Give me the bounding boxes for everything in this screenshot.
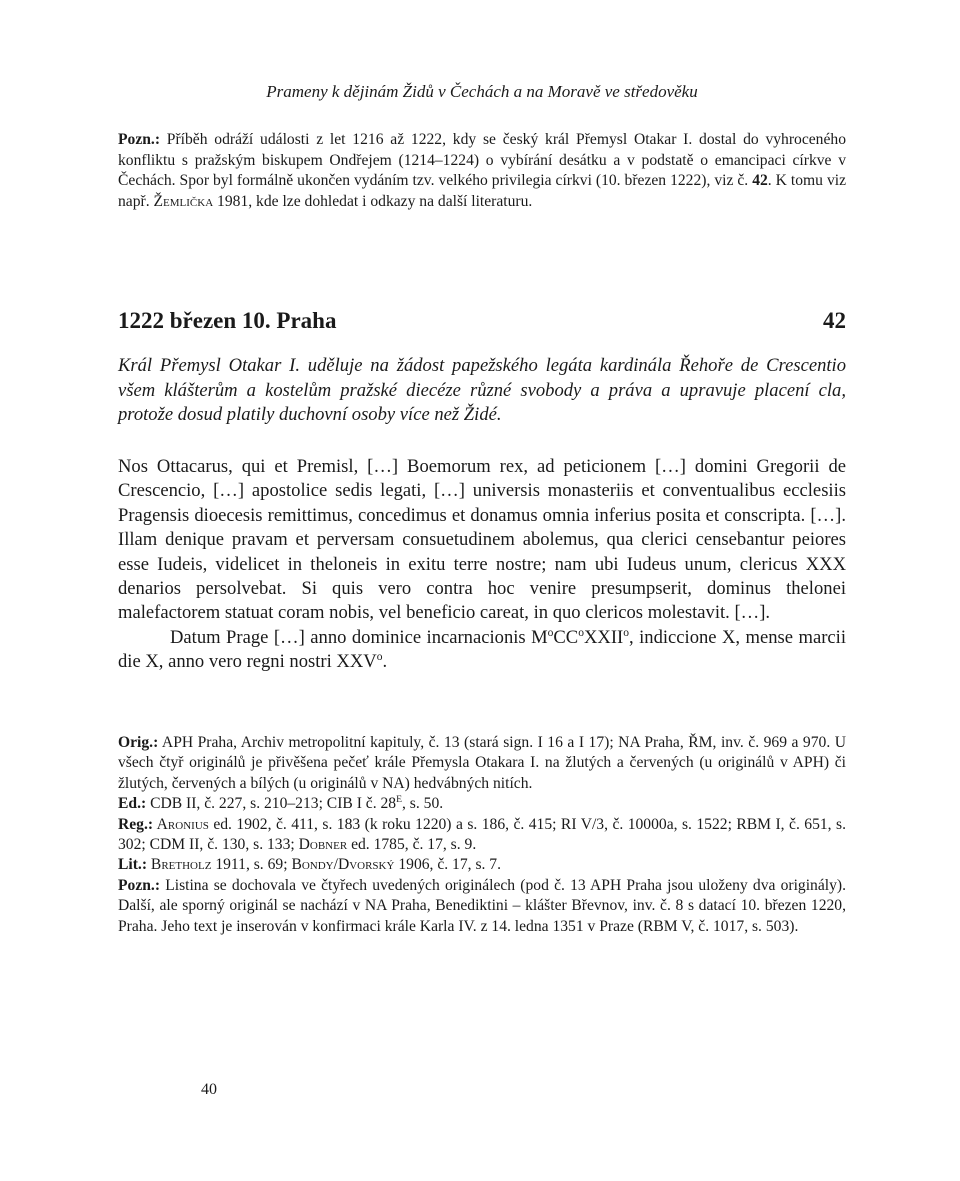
apparatus-ed [118,794,846,814]
dating-text: Datum Prage […] anno dominice incarnacionis M [170,626,548,648]
apparatus-reg-text: ed. 1902, č. 411, s. 183 (k roku 1220) a s. 186, č. 415; RI V/3, č. 10000a, s. 1522; RBM I, č. 651, s. 302; CDM II, č. 130, s. 133; [118,815,846,854]
superscript-o: o [376,651,383,664]
dating-text: XXII [583,626,624,648]
document-regest: Král Přemysl Otakar I. uděluje na žádost papežského legáta kardinála Řehoře de Crescentio všem klášterům a kostelům pražské diecéze různé svobody a práva a upravuje placení cla, protože dosud platily duchovní osoby více než Židé. [118,355,846,425]
apparatus-orig-text: APH Praha, Archiv metropolitní kapituly, č. 13 (stará sign. I 16 a I 17); NA Praha, ŘM, inv. č. 969 a 970. U všech čtyř originálů je přivěšena pečeť krále Přemysla Otakara I. na žlutých a červených (u originálů v APH) či žlutých, červených a bílých (u originálů v NA) hedvábných nitích. [118,734,846,792]
apparatus-ed-text: , s. 50. [402,795,444,813]
superscript-o: o [623,626,629,639]
document-date-place: 1222 březen 10. Praha [118,308,337,333]
apparatus-reg-text: ed. 1785, č. 17, s. 9. [347,836,477,854]
apparatus-reg-label: Reg.: [118,815,154,833]
apparatus-lit-label: Lit.: [118,856,148,874]
intro-note-label: Pozn.: [118,131,161,148]
apparatus-lit-author: Bondy/Dvorský [291,856,395,874]
apparatus-pozn [118,876,846,937]
superscript-o: o [547,626,554,639]
apparatus-lit-text: 1906, č. 17, s. 7. [394,856,502,874]
apparatus-ed-text: CDB II, č. 227, s. 210–213; CIB I č. 28 [146,795,397,813]
apparatus-ed-label: Ed.: [118,795,147,813]
dating-text: CC [553,626,579,648]
apparatus-pozn-label: Pozn.: [118,876,161,894]
document-text [118,455,846,675]
apparatus-lit-author: Bretholz [147,856,212,874]
apparatus-lit [118,855,846,875]
apparatus-ed-sup: E [396,794,402,806]
running-head: Prameny k dějinám Židů v Čechách a na Moravě ve středověku [266,82,698,101]
apparatus-orig-label: Orig.: [118,734,159,751]
apparatus-reg [118,815,846,856]
intro-note [118,130,846,212]
intro-note-author: Žemlička [153,192,214,210]
intro-note-text: . K tomu viz např. [118,172,846,210]
superscript-o: o [578,626,584,639]
apparatus-lit-text: 1911, s. 69; [211,856,292,874]
dating-text: . [382,651,388,673]
page-number: 40 [201,1081,217,1098]
intro-note-text: 1981, kde lze dohledat i odkazy na další literaturu. [213,192,533,210]
document-heading [118,308,846,338]
apparatus-reg-author: Dobner [298,836,348,854]
document-dating-paragraph [118,626,846,675]
document-number: 42 [823,308,846,333]
critical-apparatus [118,733,846,937]
apparatus-orig [118,733,846,794]
apparatus-pozn-text: Listina se dochovala ve čtyřech uvedených originálech (pod č. 13 APH Praha jsou uloženy dva originály). Další, ale sporný originál se nachází v NA Praha, Benediktini – klášter Břevnov, inv. č. 8 s datací 10. březen 1220, Praha. Jeho text je inserován v konfirmaci krále Karla IV. z 14. ledna 1351 v Praze (RBM V, č. 1017, s. 503). [118,876,846,935]
dating-text: , indiccione X, mense marcii die X, anno vero regni nostri XXV [118,626,846,673]
apparatus-reg-author: Aronius [153,815,209,833]
document-text-paragraph: Nos Ottacarus, qui et Premisl, […] Boemorum rex, ad peticionem […] domini Gregorii de Crescencio, […] apostolice sedis legati, […] universis monasteriis et conventualibus ecclesiis Pragensis dioecesis remittimus, concedimus et donamus omnia inferius posita et conscripta. […]. Illam denique pravam et perversam consuetudinem abolemus, qua clerici censebantur peiores esse Iudeis, videlicet in theloneis in exitu terre nostre; nam ubi Iudeus unum, clericus XXX denarios persolvebat. Si quis vero contra hoc venire presumpserit, dominus thelonei malefactorem statuat coram nobis, vel beneficio careat, in quo clericos molestavit. […]. [118,456,846,624]
intro-note-text: Příběh odráží události z let 1216 až 1222, kdy se český král Přemysl Otakar I. dostal do vyhroceného konfliktu s pražským biskupem Ondřejem (1214–1224) o vybírání desátku a v podstatě o emancipaci církve v Čechách. Spor byl formálně ukončen vydáním tzv. velkého privilegia církvi (10. březen 1222), viz č. [118,131,846,189]
intro-note-ref: 42 [752,172,768,189]
